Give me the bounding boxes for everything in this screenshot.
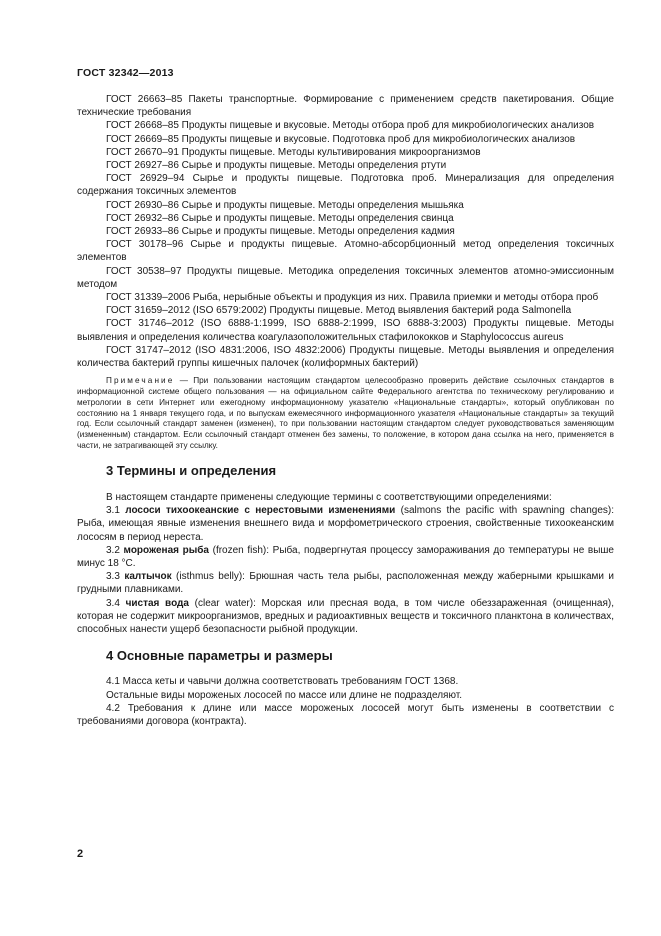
page-number: 2 (77, 848, 84, 860)
reference-item: ГОСТ 30538–97 Продукты пищевые. Методика определения токсичных элементов атомно-эмиссионным методом (77, 265, 614, 290)
note-label: Примечание (106, 376, 175, 386)
normative-references-list (77, 93, 614, 370)
term-name: мороженая рыба (123, 544, 209, 556)
term-definition: 3.4 чистая вода (clear water): Морская или пресная вода, в том числе обеззараженная (очищенная), которая не содержит микроорганизмов, вредных и радиоактивных веществ и токсичного планктона в количествах, способных нанести ущерб безопасности рыбной продукции. (77, 597, 614, 636)
document-header: ГОСТ 32342—2013 (77, 67, 174, 79)
section-4-paragraph: 4.2 Требования к длине или массе мороженых лососей могут быть изменены в соответствии с требованиями договора (контракта). (77, 702, 614, 728)
section-4-heading: 4 Основные параметры и размеры (106, 648, 333, 664)
reference-item: ГОСТ 31746–2012 (ISO 6888-1:1999, ISO 6888-2:1999, ISO 6888-3:2003) Продукты пищевые. Методы выявления и определения количества коагулазоположительных стафилококков и Staphylococcus aureus (77, 318, 614, 343)
section-4-paragraph: Остальные виды мороженых лососей по массе или длине не подразделяют. (106, 689, 463, 701)
note-paragraph (77, 376, 614, 452)
reference-item: ГОСТ 26929–94 Сырье и продукты пищевые. Подготовка проб. Минерализация для определения содержания токсичных элементов (77, 173, 614, 198)
reference-item: ГОСТ 26670–91 Продукты пищевые. Методы культивирования микроорганизмов (106, 146, 481, 158)
term-definition: 3.2 мороженая рыба (frozen fish): Рыба, подвергнутая процессу замораживания до температуры не выше минус 18 °С. (77, 544, 614, 570)
section-4-paragraph: 4.1 Масса кеты и чавычи должна соответствовать требованиям ГОСТ 1368. (106, 676, 459, 688)
reference-item: ГОСТ 26933–86 Сырье и продукты пищевые. Методы определения кадмия (106, 226, 455, 238)
reference-item: ГОСТ 26663–85 Пакеты транспортные. Формирование с применением средств пакетирования. Общие технические требования (77, 94, 614, 119)
reference-item: ГОСТ 31339–2006 Рыба, нерыбные объекты и продукция из них. Правила приемки и методы отбора проб (106, 292, 599, 304)
reference-item: ГОСТ 26669–85 Продукты пищевые и вкусовые. Подготовка проб для микробиологических анализов (106, 133, 576, 145)
term-definition: 3.3 калтычок (isthmus belly): Брюшная часть тела рыбы, расположенная между жаберными крышками и грудными плавниками. (77, 571, 614, 596)
reference-item: ГОСТ 26927–86 Сырье и продукты пищевые. Методы определения ртути (106, 160, 447, 172)
section-3-heading: 3 Термины и определения (106, 462, 277, 478)
reference-item: ГОСТ 31659–2012 (ISO 6579:2002) Продукты пищевые. Метод выявления бактерий рода Salmonella (106, 305, 572, 317)
reference-item: ГОСТ 30178–96 Сырье и продукты пищевые. Атомно-абсорбционный метод определения токсичных элементов (77, 239, 614, 264)
section-3-intro: В настоящем стандарте применены следующие термины с соответствующими определениями: (106, 492, 552, 504)
term-name: лососи тихоокеанские с нерестовыми изменениями (125, 505, 396, 517)
term-definition: 3.1 лососи тихоокеанские с нерестовыми изменениями (salmons the pacific with spawning changes): Рыба, имеющая явные изменения внешнего вида и морфометрического строения, свойственные тихоокеанским лососям в период нереста. (77, 505, 614, 543)
note-text: — При пользовании настоящим стандартом целесообразно проверить действие ссылочных стандартов в информационной системе общего пользования — на официальном сайте Федерального агентства по техническому регулированию и метрологии в сети Интернет или ежегодному информационному указателю «Национальные стандарты», который опубликован по состоянию на 1 января текущего года, и по выпускам ежемесячного информационного указателя «Национальные стандарты» за текущий год. Если ссылочный стандарт заменен (изменен), то при пользовании настоящим стандартом следует руководствоваться заменяющим (измененным) стандартом. Если ссылочный стандарт отменен без замены, то положение, в котором дана ссылка на него, применяется в части, не затрагивающей эту ссылку. (77, 376, 614, 451)
document-body (77, 93, 614, 728)
term-name: калтычок (124, 571, 172, 583)
reference-item: ГОСТ 31747–2012 (ISO 4831:2006, ISO 4832:2006) Продукты пищевые. Методы выявления и определения количества бактерий группы кишечных палочек (колиформных бактерий) (77, 344, 614, 370)
reference-item: ГОСТ 26930–86 Сырье и продукты пищевые. Методы определения мышьяка (106, 199, 464, 211)
reference-item: ГОСТ 26668–85 Продукты пищевые и вкусовые. Методы отбора проб для микробиологических анализов (106, 120, 595, 132)
reference-item: ГОСТ 26932–86 Сырье и продукты пищевые. Методы определения свинца (106, 212, 454, 224)
term-name: чистая вода (125, 597, 189, 609)
